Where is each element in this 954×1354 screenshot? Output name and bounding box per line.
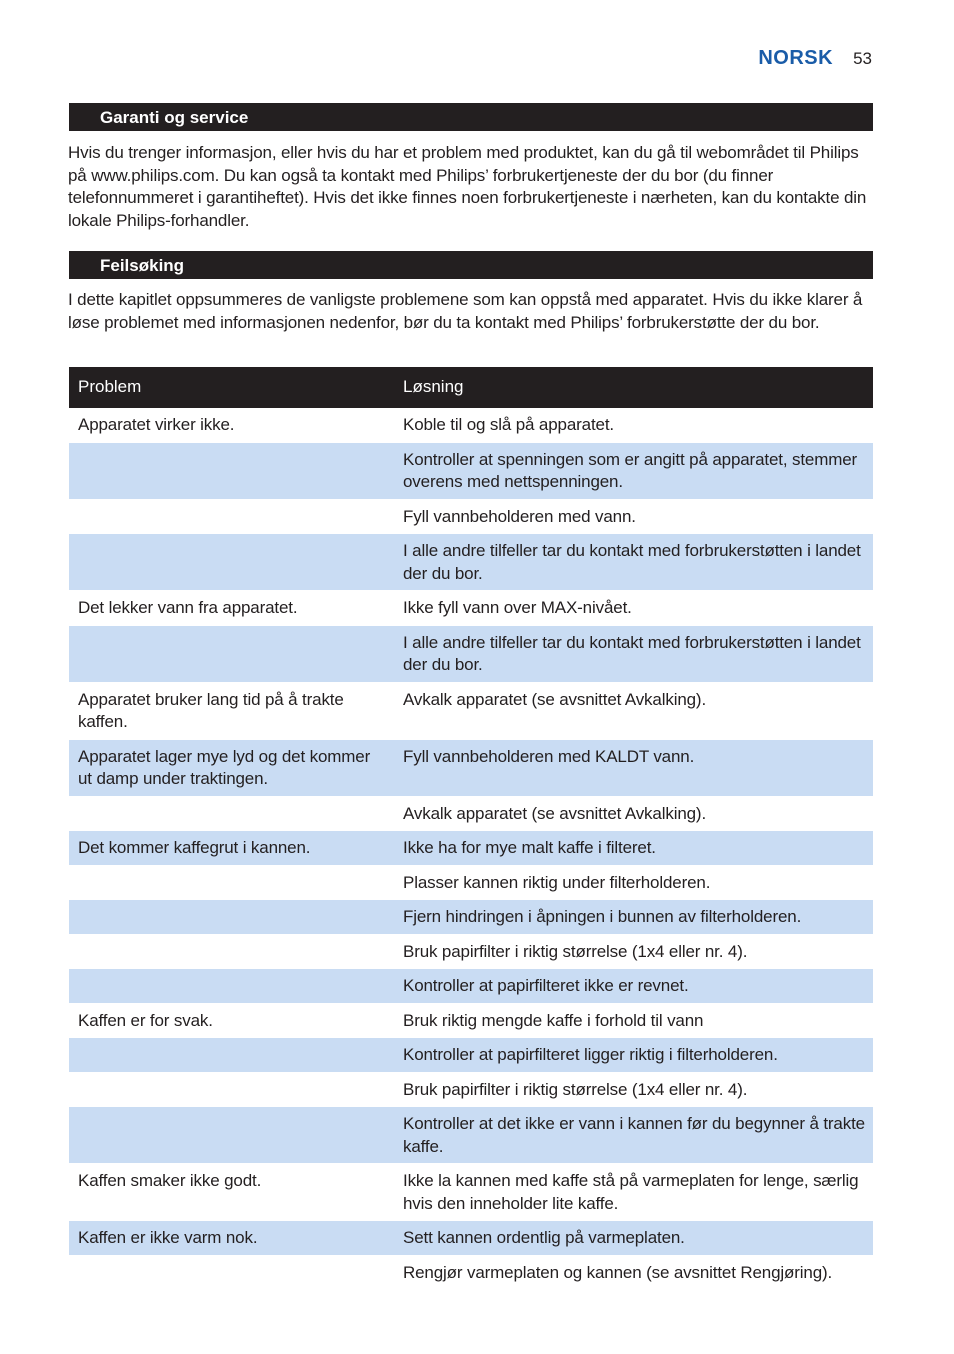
solution-cell: I alle andre tilfeller tar du kontakt med forbrukerstøtten i landet der du bor.	[394, 625, 873, 682]
solution-cell: Sett kannen ordentlig på varmeplaten.	[394, 1221, 873, 1256]
table-row	[69, 442, 873, 499]
problem-cell	[69, 625, 394, 682]
problem-cell: Kaffen er for svak.	[69, 1003, 394, 1038]
problem-cell: Apparatet lager mye lyd og det kommer ut damp under traktingen.	[69, 739, 394, 796]
table-header-row	[69, 367, 873, 408]
table-row	[69, 1107, 873, 1164]
table-row	[69, 900, 873, 935]
column-header-solution: Løsning	[394, 367, 873, 408]
solution-cell: Koble til og slå på apparatet.	[394, 408, 873, 442]
problem-cell	[69, 1107, 394, 1164]
page-header	[758, 47, 872, 70]
warranty-text-after-link: . Du kan også ta kontakt med Philips’ forbrukertjeneste der du bor (du finner telefonnummeret i garantiheftet). Hvis det ikke finnes noen forbrukertjeneste i nærheten, kan du kontakte din lokale Philips-forhandler.	[68, 165, 867, 230]
table-row	[69, 934, 873, 969]
problem-cell: Det lekker vann fra apparatet.	[69, 591, 394, 626]
solution-cell: Fyll vannbeholderen med vann.	[394, 499, 873, 534]
table-row	[69, 682, 873, 739]
solution-cell: Bruk papirfilter i riktig størrelse (1x4 eller nr. 4).	[394, 934, 873, 969]
problem-cell	[69, 534, 394, 591]
solution-cell: I alle andre tilfeller tar du kontakt med forbrukerstøtten i landet der du bor.	[394, 534, 873, 591]
problem-cell	[69, 442, 394, 499]
solution-cell: Rengjør varmeplaten og kannen (se avsnittet Rengjøring).	[394, 1255, 873, 1290]
table-row	[69, 739, 873, 796]
warranty-text-before-link: Hvis du trenger informasjon, eller hvis du har et problem med produktet, kan du gå til webområdet til Philips på	[68, 143, 859, 185]
problem-cell: Kaffen smaker ikke godt.	[69, 1164, 394, 1221]
problem-cell	[69, 1038, 394, 1073]
problem-cell	[69, 499, 394, 534]
problem-cell	[69, 1072, 394, 1107]
section-title-warranty: Garanti og service	[69, 103, 873, 131]
table-row	[69, 865, 873, 900]
solution-cell: Ikke la kannen med kaffe stå på varmeplaten for lenge, særlig hvis den inneholder lite kaffe.	[394, 1164, 873, 1221]
page-number: 53	[853, 49, 872, 68]
troubleshooting-table	[69, 367, 873, 1290]
problem-cell: Kaffen er ikke varm nok.	[69, 1221, 394, 1256]
problem-cell	[69, 900, 394, 935]
table-row	[69, 831, 873, 866]
solution-cell: Kontroller at spenningen som er angitt på apparatet, stemmer overens med nettspenningen.	[394, 442, 873, 499]
problem-cell	[69, 969, 394, 1004]
table-row	[69, 534, 873, 591]
solution-cell: Fjern hindringen i åpningen i bunnen av filterholderen.	[394, 900, 873, 935]
solution-cell: Ikke fyll vann over MAX-nivået.	[394, 591, 873, 626]
solution-cell: Ikke ha for mye malt kaffe i filteret.	[394, 831, 873, 866]
table-row	[69, 408, 873, 442]
problem-cell	[69, 796, 394, 831]
solution-cell: Plasser kannen riktig under filterholderen.	[394, 865, 873, 900]
problem-cell	[69, 1255, 394, 1290]
table-row	[69, 625, 873, 682]
solution-cell: Bruk riktig mengde kaffe i forhold til vann	[394, 1003, 873, 1038]
solution-cell: Kontroller at papirfilteret ligger riktig i filterholderen.	[394, 1038, 873, 1073]
problem-cell: Apparatet bruker lang tid på å trakte kaffen.	[69, 682, 394, 739]
table-row	[69, 591, 873, 626]
table-row	[69, 1038, 873, 1073]
column-header-problem: Problem	[69, 367, 394, 408]
table-row	[69, 1255, 873, 1290]
solution-cell: Fyll vannbeholderen med KALDT vann.	[394, 739, 873, 796]
problem-cell: Apparatet virker ikke.	[69, 408, 394, 442]
table-row	[69, 969, 873, 1004]
table-row	[69, 499, 873, 534]
table-row	[69, 796, 873, 831]
table-row	[69, 1221, 873, 1256]
solution-cell: Kontroller at det ikke er vann i kannen før du begynner å trakte kaffe.	[394, 1107, 873, 1164]
table-row	[69, 1164, 873, 1221]
warranty-paragraph	[68, 142, 876, 232]
solution-cell: Bruk papirfilter i riktig størrelse (1x4 eller nr. 4).	[394, 1072, 873, 1107]
section-title-troubleshooting: Feilsøking	[69, 251, 873, 279]
solution-cell: Avkalk apparatet (se avsnittet Avkalking).	[394, 682, 873, 739]
solution-cell: Kontroller at papirfilteret ikke er revnet.	[394, 969, 873, 1004]
philips-website-link[interactable]: www.philips.com	[91, 165, 215, 185]
problem-cell: Det kommer kaffegrut i kannen.	[69, 831, 394, 866]
problem-cell	[69, 865, 394, 900]
table-row	[69, 1003, 873, 1038]
troubleshooting-paragraph: I dette kapitlet oppsummeres de vanligste problemene som kan oppstå med apparatet. Hvis du ikke klarer å løse problemet med informasjonen nedenfor, bør du ta kontakt med Philips’ forbrukerstøtte der du bor.	[68, 290, 863, 332]
solution-cell: Avkalk apparatet (se avsnittet Avkalking).	[394, 796, 873, 831]
problem-cell	[69, 934, 394, 969]
table-row	[69, 1072, 873, 1107]
language-label: NORSK	[758, 47, 834, 69]
